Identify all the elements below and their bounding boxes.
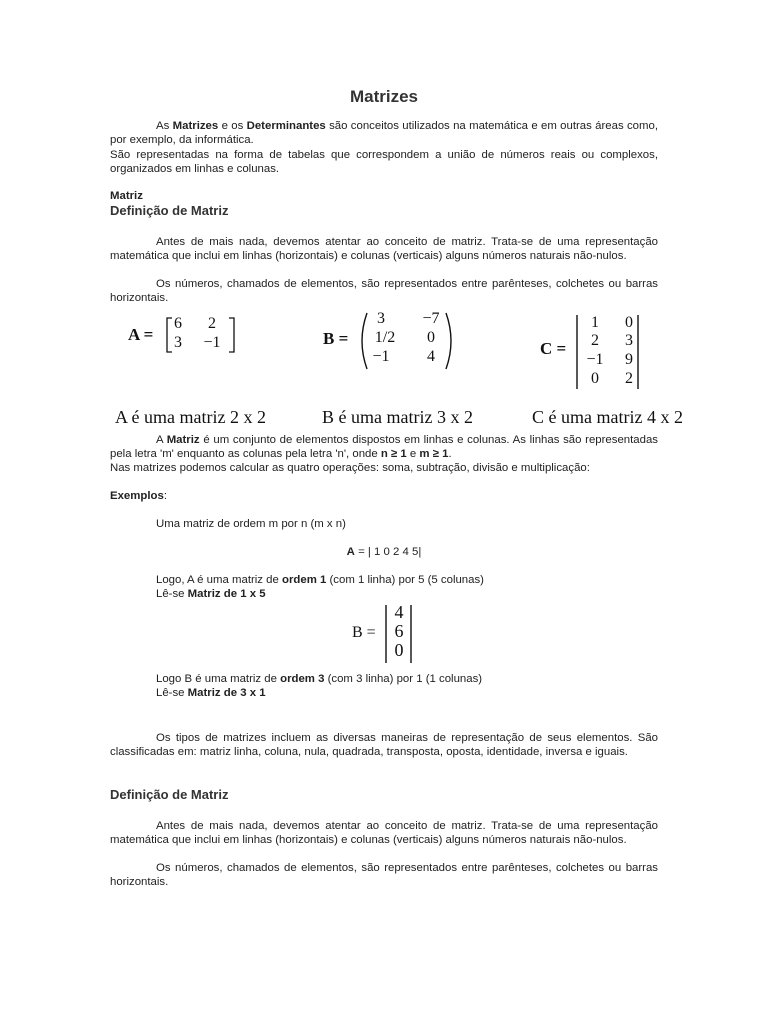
ordem-3: ordem 3 (280, 673, 325, 685)
section-heading-2: Definição de Matriz (110, 787, 229, 802)
condition-m: m ≥ 1 (419, 448, 449, 460)
matrix-b-cell: 3 (377, 310, 385, 327)
definition-text: . (448, 448, 452, 460)
definition-text: A (156, 434, 167, 446)
lese-a-text: Lê-se (156, 588, 188, 600)
term-matriz: Matriz (166, 434, 200, 446)
matrix-b-cell: 1/2 (374, 329, 396, 346)
matrix-b-cell: −1 (372, 348, 390, 365)
matrix-a-inline (110, 545, 658, 559)
logo-a-text: Logo, A é uma matriz de (156, 574, 283, 586)
intro-paragraph-2: São representadas na forma de tabelas que correspondem a união de números reais ou complexos, organizados em linhas e colunas. (110, 149, 658, 175)
examples-label (110, 489, 167, 503)
vector-b-cell: 0 (394, 640, 404, 660)
matriz-1x5: Matriz de 1 x 5 (187, 588, 266, 600)
intro-text: e os (218, 120, 247, 132)
logo-b-text: Logo B é uma matriz de (156, 673, 281, 685)
matrix-b-label: B = (323, 329, 349, 348)
matrix-a-inline-value: = | 1 0 2 4 5| (354, 546, 422, 558)
intro-text: são conceitos utilizados na matemática e em outras áreas como, por exemplo, da informática. (110, 120, 658, 146)
definition-paragraph: Antes de mais nada, devemos atentar ao conceito de matriz. Trata-se de uma representação matemática que inclui em linhas (horizontais) e colunas (verticais) alguns números naturais não-nulos. (110, 236, 658, 262)
order-line: Uma matriz de ordem m por n (m x n) (156, 518, 346, 530)
matrix-a-inline-label: A (346, 546, 355, 558)
operations-paragraph: Nas matrizes podemos calcular as quatro operações: soma, subtração, divisão e multiplicação: (110, 462, 590, 474)
section-small-label: Matriz (110, 190, 143, 202)
vector-b-cell: 6 (394, 621, 404, 641)
matrix-c-cell: 0 (625, 314, 633, 331)
matrix-b-cell: −7 (422, 310, 440, 327)
examples-colon: : (163, 490, 167, 502)
definition-text: é um conjunto de elementos dispostos em linhas e colunas. As linhas são representadas pela letra 'm' enquanto as colunas pela letra 'n', onde (110, 434, 658, 460)
matrix-c-cell: 2 (591, 332, 599, 349)
definition-text: e (406, 448, 420, 460)
intro-paragraph (110, 119, 658, 147)
section-heading: Definição de Matriz (110, 203, 229, 218)
elements-paragraph: Os números, chamados de elementos, são representados entre parênteses, colchetes ou barras horizontais. (110, 278, 658, 304)
types-paragraph: Os tipos de matrizes incluem as diversas maneiras de representação de seus elementos. São classificadas em: matriz linha, coluna, nula, quadrada, transposta, oposta, identidade, inversa e iguais. (110, 732, 658, 758)
intro-text: As (156, 120, 173, 132)
logo-a-line (156, 573, 658, 587)
matrix-b-caption: B é uma matriz 3 x 2 (322, 407, 473, 427)
page-title: Matrizes (349, 87, 419, 106)
matrix-b-cell: 4 (427, 348, 435, 365)
matrix-a-cell: 2 (208, 315, 216, 332)
matrix-c-label: C = (540, 339, 567, 358)
matrix-b-cell: 0 (427, 329, 435, 346)
vector-b-cell: 4 (394, 602, 404, 622)
matrix-a-cell: −1 (203, 334, 221, 351)
matrix-c-cell: 3 (625, 332, 633, 349)
matrix-c-cell: 9 (625, 351, 633, 368)
lese-a-line (156, 587, 658, 601)
elements-paragraph-2: Os números, chamados de elementos, são representados entre parênteses, colchetes ou barras horizontais. (110, 862, 658, 888)
matrix-c-cell: 1 (591, 314, 599, 331)
logo-a-text: (com 1 linha) por 5 (5 colunas) (326, 574, 484, 586)
matrix-c-cell: 0 (591, 370, 599, 387)
lese-b-line (156, 686, 658, 700)
term-determinantes: Determinantes (246, 120, 326, 132)
matrix-a-cell: 6 (174, 315, 182, 332)
ordem-1: ordem 1 (282, 574, 327, 586)
term-matrizes: Matrizes (172, 120, 219, 132)
lese-b-text: Lê-se (156, 687, 188, 699)
examples-label-text: Exemplos (110, 490, 164, 502)
definition-paragraph-2: Antes de mais nada, devemos atentar ao conceito de matriz. Trata-se de uma representação matemática que inclui em linhas (horizontais) e colunas (verticais) alguns números naturais não-nulos. (110, 820, 658, 846)
logo-b-line (156, 672, 658, 686)
condition-n: n ≥ 1 (380, 448, 407, 460)
matrix-c-cell: 2 (625, 370, 633, 387)
matrix-c-caption: C é uma matriz 4 x 2 (532, 407, 683, 427)
logo-b-text: (com 3 linha) por 1 (1 colunas) (324, 673, 483, 685)
vector-b-label: B = (352, 624, 376, 641)
matrix-a-cell: 3 (174, 334, 182, 351)
matrix-definition (110, 433, 658, 461)
matriz-3x1: Matriz de 3 x 1 (187, 687, 266, 699)
matrix-c-cell: −1 (586, 351, 604, 368)
matrix-a-label: A = (128, 325, 154, 344)
matrix-a-caption: A é uma matriz 2 x 2 (115, 407, 266, 427)
